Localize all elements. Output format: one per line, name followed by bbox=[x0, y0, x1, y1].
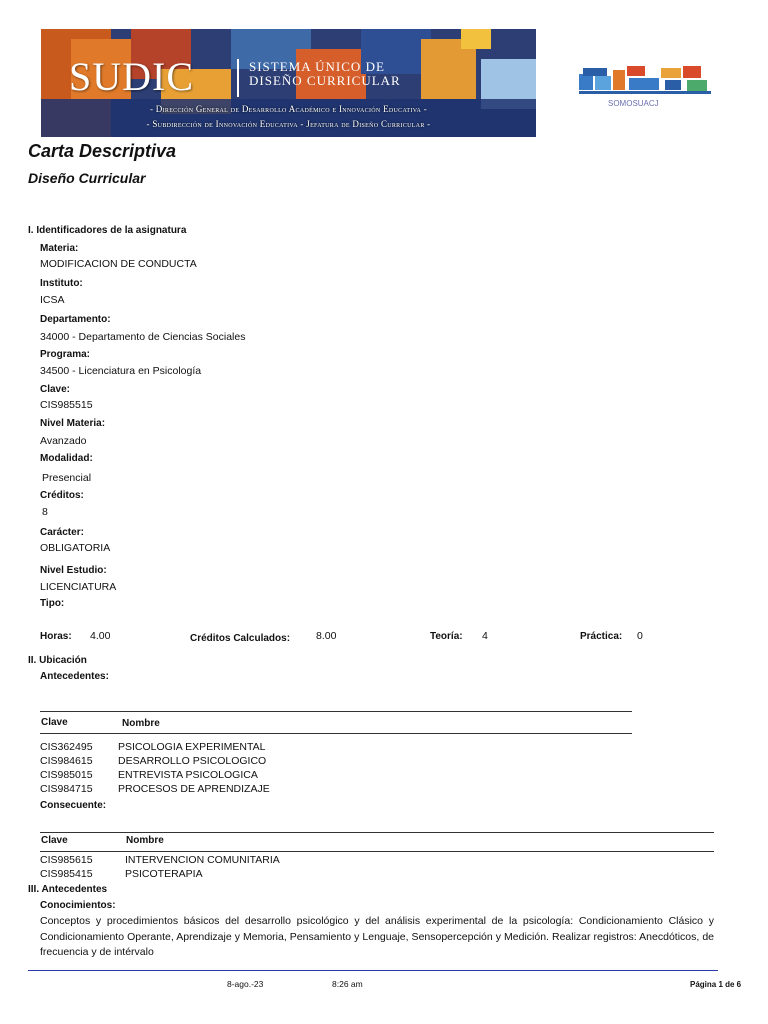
field-label-creditos: Créditos: bbox=[40, 490, 84, 501]
field-value-instituto: ICSA bbox=[40, 294, 65, 306]
field-label-caracter: Carácter: bbox=[40, 527, 84, 538]
row-clave: CIS984715 bbox=[40, 783, 93, 795]
footer-time: 8:26 am bbox=[332, 979, 363, 989]
antecedentes-col-clave: Clave bbox=[41, 717, 68, 728]
consecuentes-table-top-rule bbox=[40, 832, 714, 833]
field-value-nivel-materia: Avanzado bbox=[40, 435, 87, 447]
field-label-modalidad: Modalidad: bbox=[40, 453, 93, 464]
row-clave: CIS985415 bbox=[40, 868, 93, 880]
system-name-line2: DISEÑO CURRICULAR bbox=[249, 73, 401, 88]
footer-rule bbox=[28, 970, 718, 971]
practica-label: Práctica: bbox=[580, 631, 623, 642]
field-label-nivel-materia: Nivel Materia: bbox=[40, 418, 106, 429]
section-3-heading: III. Antecedentes bbox=[28, 884, 108, 895]
consecuentes-col-clave: Clave bbox=[41, 835, 68, 846]
sudic-banner bbox=[41, 29, 536, 137]
row-nombre: DESARROLLO PSICOLOGICO bbox=[118, 755, 267, 767]
row-nombre: PROCESOS DE APRENDIZAJE bbox=[118, 783, 270, 795]
system-name-line1: SISTEMA ÚNICO DE bbox=[249, 59, 385, 74]
antecedentes-table-header-rule bbox=[40, 733, 632, 734]
field-label-departamento: Departamento: bbox=[40, 314, 111, 325]
row-clave: CIS362495 bbox=[40, 741, 93, 753]
consecuentes-col-nombre: Nombre bbox=[126, 835, 164, 846]
field-label-materia: Materia: bbox=[40, 243, 79, 254]
footer-page-number: Página 1 de 6 bbox=[690, 980, 742, 989]
field-label-instituto: Instituto: bbox=[40, 278, 83, 289]
header-banner bbox=[41, 29, 726, 137]
antecedentes-col-nombre: Nombre bbox=[122, 718, 160, 729]
field-label-clave: Clave: bbox=[40, 384, 71, 395]
row-clave: CIS985615 bbox=[40, 854, 93, 866]
antecedentes-label: Antecedentes: bbox=[40, 671, 109, 682]
field-value-materia: MODIFICACION DE CONDUCTA bbox=[40, 258, 197, 270]
field-value-programa: 34500 - Licenciatura en Psicología bbox=[40, 365, 202, 377]
field-value-nivel-estudio: LICENCIATURA bbox=[40, 581, 117, 593]
brand-separator bbox=[237, 59, 239, 97]
row-clave: CIS984615 bbox=[40, 755, 93, 767]
horas-label: Horas: bbox=[40, 631, 72, 642]
uacj-logo-text: SOMOSUACJ bbox=[608, 99, 659, 108]
practica-value: 0 bbox=[637, 630, 643, 642]
teoria-value: 4 bbox=[482, 630, 488, 642]
document-title: Carta Descriptiva bbox=[28, 141, 177, 161]
row-nombre: ENTREVISTA PSICOLOGICA bbox=[118, 769, 258, 781]
consecuentes-table-header-rule bbox=[40, 851, 714, 852]
field-label-nivel-estudio: Nivel Estudio: bbox=[40, 565, 107, 576]
creditos-calculados-value: 8.00 bbox=[316, 630, 337, 642]
footer-date: 8-ago.-23 bbox=[227, 979, 264, 989]
system-name bbox=[249, 60, 401, 88]
section-1-heading: I. Identificadores de la asignatura bbox=[28, 225, 187, 236]
brand-logo-text: SUDIC bbox=[69, 54, 195, 99]
antecedentes-table-top-rule bbox=[40, 711, 632, 712]
field-label-programa: Programa: bbox=[40, 349, 91, 360]
field-label-tipo: Tipo: bbox=[40, 598, 65, 609]
uacj-logo-icon bbox=[579, 64, 711, 96]
row-nombre: PSICOTERAPIA bbox=[125, 868, 203, 880]
conocimientos-text: Conceptos y procedimientos básicos del desarrollo psicológico y del análisis experimental de la psicología: Condicionamiento Clásico y Condicionamiento Operante, Aprendizaje y Memoria, Pensamiento y Lenguaje, Sensopercepción y Medición. Realizar registros: Anecdóticos, de frecuencia y de intérvalo bbox=[40, 915, 714, 958]
conocimientos-label: Conocimientos: bbox=[40, 900, 116, 911]
row-nombre: INTERVENCION COMUNITARIA bbox=[125, 854, 280, 866]
consecuente-label: Consecuente: bbox=[40, 800, 107, 811]
horas-value: 4.00 bbox=[90, 630, 111, 642]
creditos-calculados-label: Créditos Calculados: bbox=[190, 633, 291, 644]
banner-line-2: - Subdirección de Innovación Educativa - Jefatura de Diseño Curricular - bbox=[146, 119, 431, 129]
document-subtitle: Diseño Curricular bbox=[28, 170, 146, 186]
banner-line-1: - Dirección General de Desarrollo Académico e Innovación Educativa - bbox=[149, 104, 428, 114]
field-value-clave: CIS985515 bbox=[40, 399, 93, 411]
field-value-departamento: 34000 - Departamento de Ciencias Sociales bbox=[40, 331, 246, 343]
field-value-caracter: OBLIGATORIA bbox=[40, 542, 111, 554]
section-2-heading: II. Ubicación bbox=[28, 655, 87, 666]
field-value-creditos: 8 bbox=[42, 506, 48, 518]
row-clave: CIS985015 bbox=[40, 769, 93, 781]
uacj-logo-area bbox=[536, 29, 726, 137]
teoria-label: Teoría: bbox=[430, 631, 463, 642]
field-value-modalidad: Presencial bbox=[42, 472, 92, 484]
row-nombre: PSICOLOGIA EXPERIMENTAL bbox=[118, 741, 266, 753]
